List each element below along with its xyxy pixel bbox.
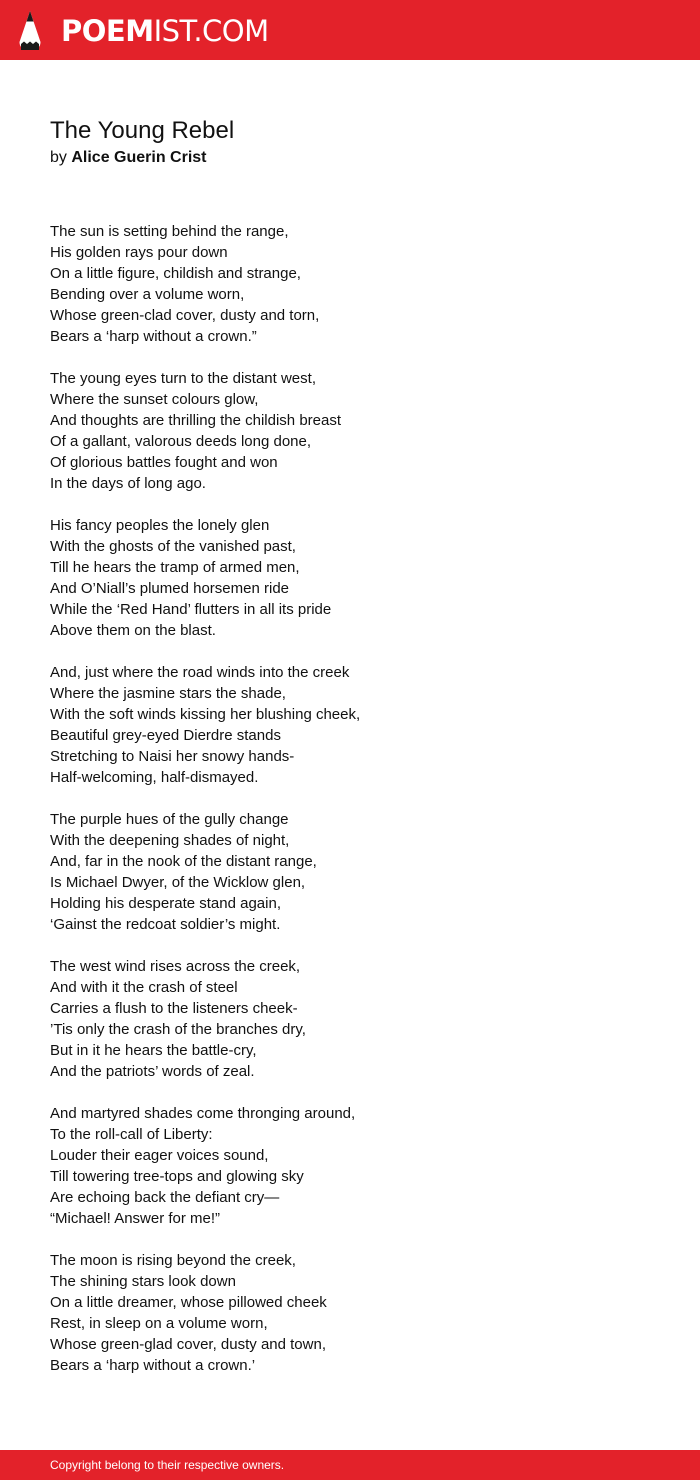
poem-line: Half-welcoming, half-dismayed.: [50, 769, 259, 786]
poem-line: On a little dreamer, whose pillowed cheek: [50, 1294, 327, 1311]
poem-line: The moon is rising beyond the creek,: [50, 1252, 296, 1269]
poem-line: Whose green-glad cover, dusty and town,: [50, 1336, 326, 1353]
logo-text-bold: POEM: [61, 14, 154, 48]
poem-stanza: [50, 368, 670, 494]
poem-line: The young eyes turn to the distant west,: [50, 370, 316, 387]
poem-line: Above them on the blast.: [50, 622, 216, 639]
poem-line: The purple hues of the gully change: [50, 811, 289, 828]
poem-line: And, far in the nook of the distant range,: [50, 853, 317, 870]
poem-line: On a little figure, childish and strange,: [50, 265, 301, 282]
poem-line: Till he hears the tramp of armed men,: [50, 559, 300, 576]
poem-line: Is Michael Dwyer, of the Wicklow glen,: [50, 874, 306, 891]
poem-body: [50, 221, 670, 1376]
logo-text-light: IST.COM: [153, 14, 269, 48]
poem-line: While the ‘Red Hand’ flutters in all its pride: [50, 601, 332, 618]
poem-title: The Young Rebel: [50, 117, 235, 144]
poem-line: The west wind rises across the creek,: [50, 958, 301, 975]
poem-line: Where the jasmine stars the shade,: [50, 685, 286, 702]
poem-line: The sun is setting behind the range,: [50, 223, 289, 240]
byline-prefix: by: [50, 149, 67, 166]
poem-line: And with it the crash of steel: [50, 979, 238, 996]
poem-line: Carries a flush to the listeners cheek-: [50, 1000, 298, 1017]
poem-line: Bears a ‘harp without a crown.”: [50, 328, 257, 345]
poem-line: In the days of long ago.: [50, 475, 206, 492]
pencil-tip-icon: [18, 10, 42, 52]
poem-line: Where the sunset colours glow,: [50, 391, 259, 408]
poem-stanza: [50, 1250, 670, 1376]
site-header: [0, 0, 700, 60]
poem-line: And O’Niall’s plumed horsemen ride: [50, 580, 290, 597]
poem-stanza: [50, 221, 670, 347]
site-logo-link[interactable]: [18, 10, 269, 52]
poem-line: Bears a ‘harp without a crown.’: [50, 1357, 256, 1374]
poem-line: ‘Gainst the redcoat soldier’s might.: [50, 916, 281, 933]
poem-stanza: [50, 662, 670, 788]
poem-stanza: [50, 956, 670, 1082]
poem-line: His golden rays pour down: [50, 244, 228, 261]
poem-author: Alice Guerin Crist: [71, 149, 207, 166]
poem-line: The shining stars look down: [50, 1273, 236, 1290]
poem-line: Are echoing back the defiant cry—: [50, 1189, 280, 1206]
poem-line: And thoughts are thrilling the childish breast: [50, 412, 342, 429]
poem-line: Till towering tree-tops and glowing sky: [50, 1168, 304, 1185]
poem-line: Holding his desperate stand again,: [50, 895, 281, 912]
poem-content: [50, 115, 670, 1397]
copyright-notice: Copyright belong to their respective owners.: [50, 1458, 285, 1472]
site-footer: [0, 1450, 700, 1480]
poem-line: Bending over a volume worn,: [50, 286, 245, 303]
poem-line: With the soft winds kissing her blushing cheek,: [50, 706, 361, 723]
poem-line: Louder their eager voices sound,: [50, 1147, 269, 1164]
poem-line: But in it he hears the battle-cry,: [50, 1042, 257, 1059]
poem-line: With the ghosts of the vanished past,: [50, 538, 296, 555]
poem-line: Rest, in sleep on a volume worn,: [50, 1315, 268, 1332]
poem-line: Of glorious battles fought and won: [50, 454, 278, 471]
poem-line: And, just where the road winds into the creek: [50, 664, 350, 681]
poem-line: His fancy peoples the lonely glen: [50, 517, 270, 534]
site-logo-text: [61, 10, 269, 52]
poem-stanza: [50, 515, 670, 641]
poem-line: Beautiful grey-eyed Dierdre stands: [50, 727, 281, 744]
poem-stanza: [50, 1103, 670, 1229]
poem-line: Of a gallant, valorous deeds long done,: [50, 433, 312, 450]
poem-line: Stretching to Naisi her snowy hands-: [50, 748, 295, 765]
poem-line: “Michael! Answer for me!”: [50, 1210, 221, 1227]
poem-line: ’Tis only the crash of the branches dry,: [50, 1021, 306, 1038]
poem-line: Whose green-clad cover, dusty and torn,: [50, 307, 320, 324]
poem-line: To the roll-call of Liberty:: [50, 1126, 213, 1143]
poem-line: With the deepening shades of night,: [50, 832, 290, 849]
poem-byline: [50, 147, 670, 169]
poem-line: And martyred shades come thronging around,: [50, 1105, 356, 1122]
poem-stanza: [50, 809, 670, 935]
poem-line: And the patriots’ words of zeal.: [50, 1063, 255, 1080]
